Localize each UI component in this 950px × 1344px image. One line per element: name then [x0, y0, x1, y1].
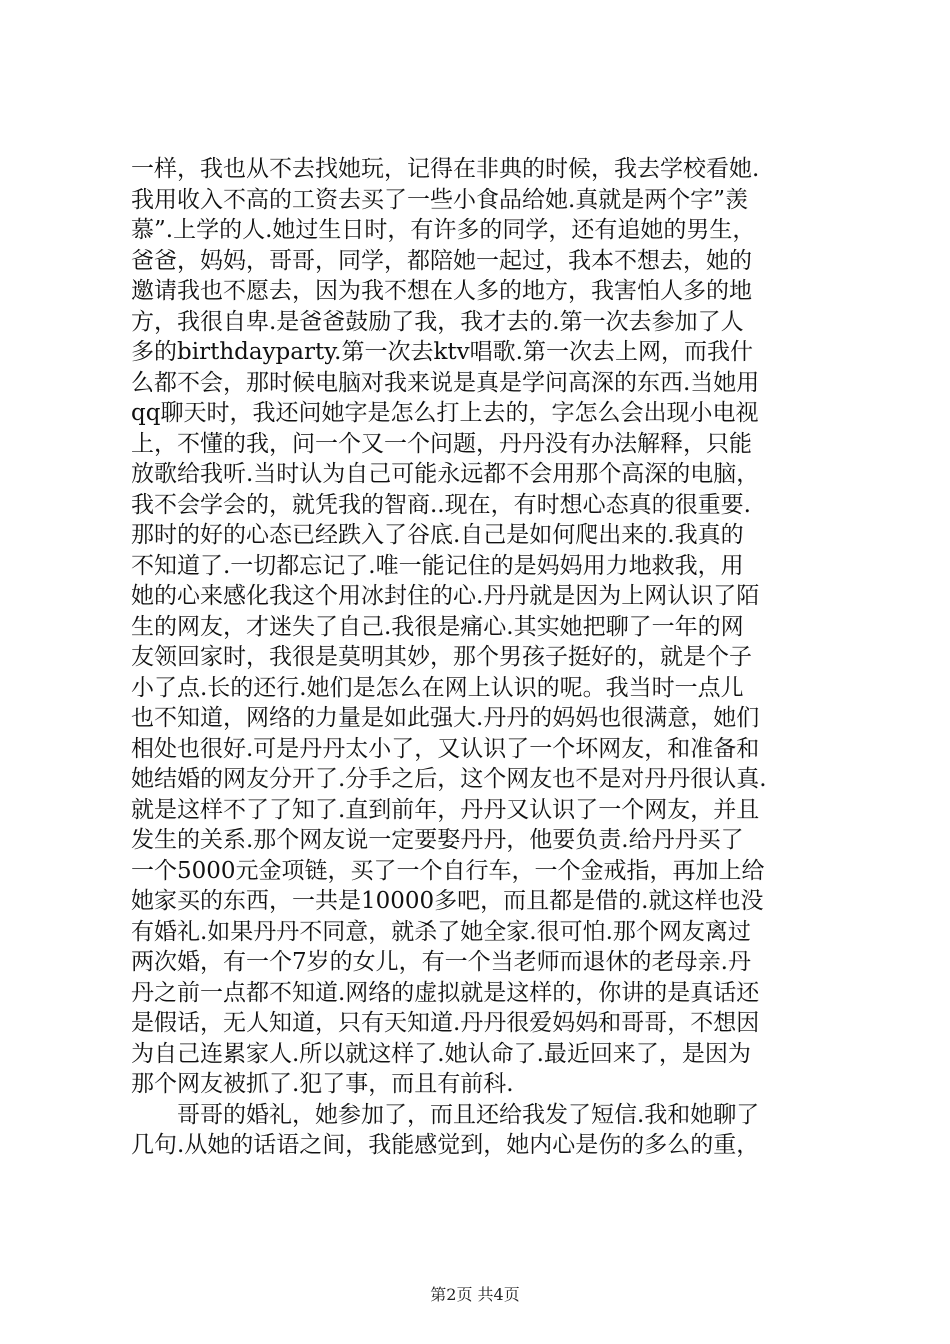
text-line: 么都不会，那时候电脑对我来说是真是学问高深的东西.当她用 — [131, 369, 760, 396]
text-line: 就是这样不了了知了.直到前年，丹丹又认识了一个网友，并且 — [131, 796, 760, 823]
text-line: 友领回家时，我很是莫明其妙，那个男孩子挺好的，就是个子 — [131, 644, 752, 670]
page-footer: 第2页 共4页 — [430, 1285, 520, 1304]
text-line: 放歌给我听.当时认为自己可能永远都不会用那个高深的电脑， — [131, 461, 760, 487]
text-line: 不知道了.一切都忘记了.唯一能记住的是妈妈用力地救我，用 — [131, 552, 744, 579]
text-line: 我用收入不高的工资去买了一些小食品给她.真就是两个字”羡 — [131, 186, 749, 213]
text-line: 她家买的东西，一共是10000多吧，而且都是借的.就这样也没 — [131, 888, 764, 914]
text-line: 丹之前一点都不知道.网络的虚拟就是这样的，你讲的是真话还 — [131, 979, 760, 1006]
text-line: 方，我很自卑.是爸爸鼓励了我，我才去的.第一次去参加了人 — [131, 308, 744, 335]
text-line: 也不知道，网络的力量是如此强大.丹丹的妈妈也很满意，她们 — [131, 705, 760, 731]
text-line: 是假话，无人知道，只有天知道.丹丹很爱妈妈和哥哥，不想因 — [131, 1010, 760, 1036]
text-line: 相处也很好.可是丹丹太小了，又认识了一个坏网友，和准备和 — [131, 735, 760, 762]
text-line: 两次婚，有一个7岁的女儿，有一个当老师而退休的老母亲.丹 — [131, 949, 751, 975]
text-line: 她结婚的网友分开了.分手之后，这个网友也不是对丹丹很认真. — [131, 766, 767, 792]
text-line: 她的心来感化我这个用冰封住的心.丹丹就是因为上网认识了陌 — [131, 583, 760, 609]
text-line: 一样，我也从不去找她玩，记得在非典的时候，我去学校看她. — [131, 156, 760, 182]
text-line: 慕”.上学的人.她过生日时，有许多的同学，还有追她的男生， — [131, 217, 756, 243]
text-line: 生的网友，才迷失了自己.我很是痛心.其实她把聊了一年的网 — [131, 613, 744, 640]
text-line: 有婚礼.如果丹丹不同意，就杀了她全家.很可怕.那个网友离过 — [131, 918, 751, 945]
text-line: 爸爸，妈妈，哥哥，同学，都陪她一起过，我本不想去，她的 — [131, 247, 752, 274]
text-line: 小了点.长的还行.她们是怎么在网上认识的呢。我当时一点儿 — [131, 674, 744, 701]
text-line: 我不会学会的，就凭我的智商..现在，有时想心态真的很重要. — [131, 491, 751, 518]
text-line: 上，不懂的我，问一个又一个问题，丹丹没有办法解释，只能 — [131, 430, 752, 457]
text-line: 邀请我也不愿去，因为我不想在人多的地方，我害怕人多的地 — [131, 278, 752, 304]
text-line: 那个网友被抓了.犯了事，而且有前科. — [131, 1071, 514, 1097]
text-line: 哥哥的婚礼，她参加了，而且还给我发了短信.我和她聊了 — [131, 1101, 760, 1128]
text-line: 为自己连累家人.所以就这样了.她认命了.最近回来了，是因为 — [131, 1040, 751, 1067]
text-line: 那时的好的心态已经跌入了谷底.自己是如何爬出来的.我真的 — [131, 522, 744, 548]
text-line: 几句.从她的话语之间，我能感觉到，她内心是伤的多么的重， — [131, 1132, 760, 1158]
text-line: 一个5000元金项链，买了一个自行车，一个金戒指，再加上给 — [131, 857, 765, 884]
text-line: 发生的关系.那个网友说一定要娶丹丹，他要负责.给丹丹买了 — [131, 827, 744, 853]
body-text — [131, 154, 831, 1161]
text-line: qq聊天时，我还问她字是怎么打上去的，字怎么会出现小电视 — [131, 400, 759, 426]
text-line: 多的birthdayparty.第一次去ktv唱歌.第一次去上网，而我什 — [131, 339, 753, 365]
